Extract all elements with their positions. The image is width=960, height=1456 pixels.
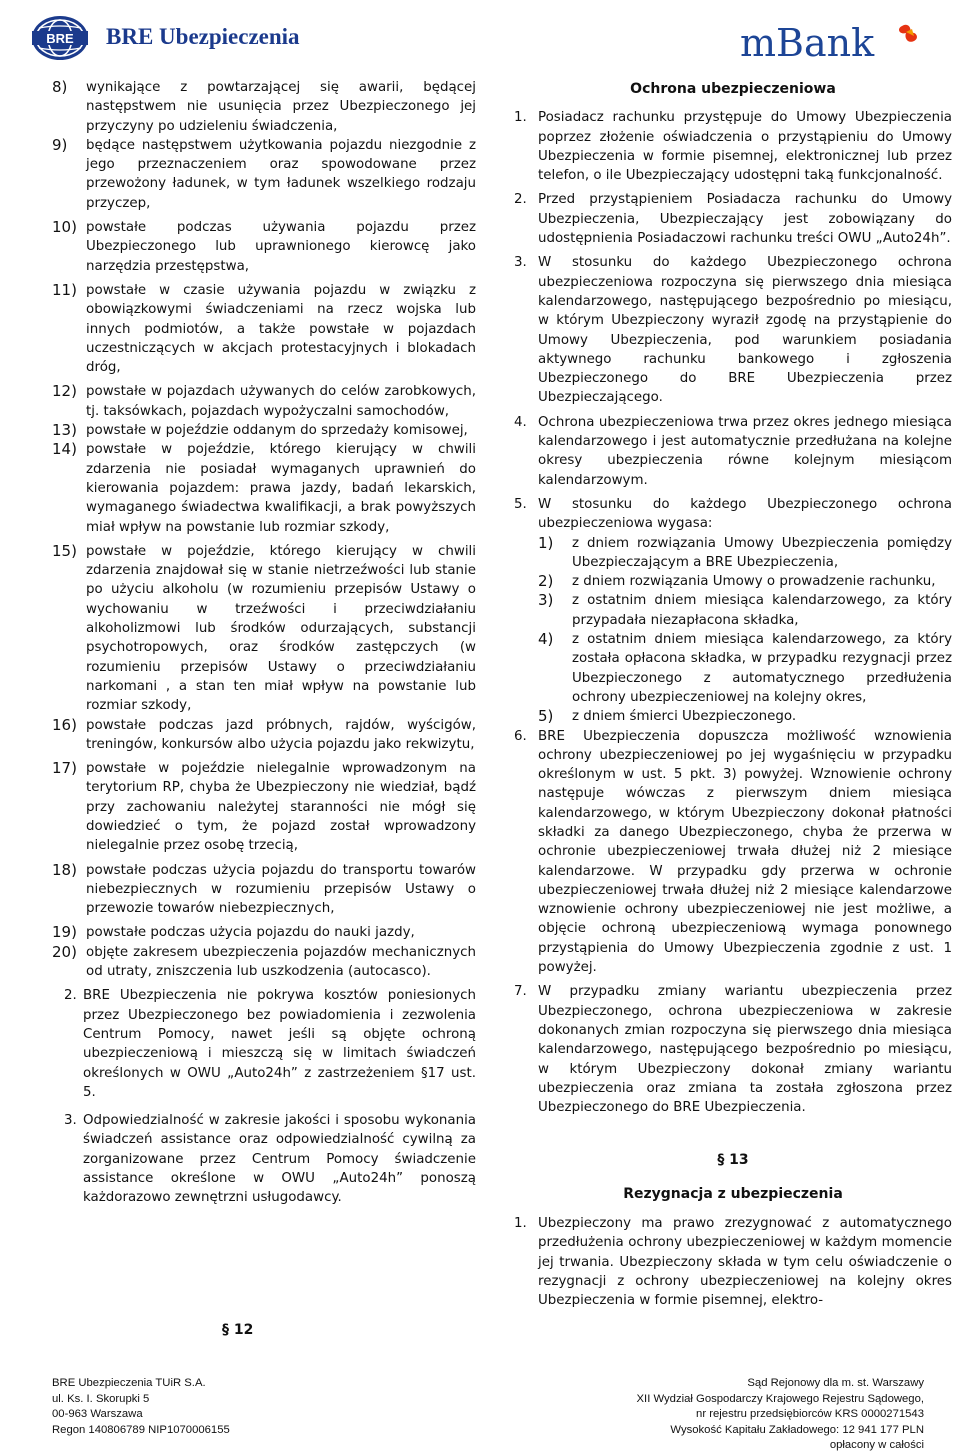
paragraph-item: 4. Ochrona ubezpieczeniowa trwa przez okres jednego miesiąca kalendarzowego i jest automatycznie przedłużana na kolejne okresy ubezpieczenia równe kolejnym miesiącom kalendarzowym. — [514, 414, 952, 488]
section-number: § 13 — [717, 1152, 749, 1169]
svg-text:BRE: BRE — [46, 31, 74, 46]
paragraph-item: 5. W stosunku do każdego Ubezpieczonego ochrona ubezpieczeniowa wygasa: — [514, 496, 952, 532]
list-item: 2) z dniem rozwiązania Umowy o prowadzenie rachunku, — [538, 572, 936, 591]
footer-line: opłacony w całości — [829, 1439, 924, 1452]
list-item: 9) będące następstwem użytkowania pojazdu niezgodnie z jego przeznaczeniem oraz spowodowane przez przewożony ładunek, w tym ładunek wszelkiego rodzaju przyczep, — [52, 135, 476, 211]
list-item: 12) powstałe w pojazdach używanych do celów zarobkowych, tj. taksówkach, pojazdach wypożyczalni samochodów, — [52, 382, 476, 419]
list-item: 13) powstałe w pojeździe oddanym do sprzedaży komisowej, — [52, 421, 468, 440]
list-item: 18) powstałe podczas użycia pojazdu do transportu towarów niebezpiecznych w rozumieniu przepisów Ustawy o przewozie towarów niebezpiecznych, — [52, 860, 476, 917]
list-item: 19) powstałe podczas użycia pojazdu do nauki jazdy, — [52, 923, 415, 942]
footer-line: Regon 140806789 NIP1070006155 — [52, 1423, 230, 1436]
footer-line: Wysokość Kapitału Zakładowego: 12 941 177 PLN — [670, 1423, 924, 1436]
footer-line: ul. Ks. I. Skorupki 5 — [52, 1392, 150, 1405]
list-item: 15) powstałe w pojeździe, którego kierujący w chwili zdarzenia znajdował się w stanie nietrzeźwości lub stanie po użyciu alkoholu (w rozumieniu przepisów Ustawy o wychowaniu w trzeźwości i przeciwdziałaniu alkoholizmowi lub środków odurzających, substancji psychotropowych, oraz środków zastępczych (w rozumieniu przepisów Ustawy o przeciwdziałaniu narkomani , a stan ten miał wpływ na powstanie lub rozmiar szkody, — [52, 541, 476, 714]
paragraph-item: 7. W przypadku zmiany wariantu ubezpieczenia przez Ubezpieczonego, ochrona ubezpieczeniowa w zakresie dokonanych zmian rozpoczyna się pierwszego dnia miesiąca kalendarzowego, następującego bezpośrednio po miesiącu, w którym Ubezpieczony dokonał zmiany wariantu ubezpieczenia oraz zmiana ta została zgłoszona przez Ubezpieczonego do BRE Ubezpieczenia. — [514, 984, 952, 1116]
paragraph-item: 2. BRE Ubezpieczenia nie pokrywa kosztów poniesionych przez Ubezpieczonego bez powiadomienia i zezwolenia Centrum Pomocy, nawet jeśli są objęte ochroną ubezpieczeniową i mieszczą się w limitach świadczeń określonych w OWU „Auto24h” z zastrzeżeniem §17 ust. 5. — [64, 988, 476, 1100]
footer-registry-info — [560, 1376, 924, 1454]
section-heading: Ochrona ubezpieczeniowa — [630, 81, 836, 97]
list-item: 14) powstałe w pojeździe, którego kierujący w chwili zdarzenia nie posiadał wymaganych uprawnień do kierowania pojazdem: prawa jazdy, badań lekarskich, wymaganego świadectwa kwalifikacji, a brak powyższych miał wpływ na powstanie lub rozmiar szkody, — [52, 440, 476, 535]
paragraph-item: 1. Posiadacz rachunku przystępuje do Umowy Ubezpieczenia poprzez złożenie oświadczenia o przystąpieniu do Umowy Ubezpieczenia w formie pisemnej, elektronicznej lub przez telefon, o ile Ubezpieczający udostępni taką funkcjonalność. — [514, 110, 952, 184]
list-item: 10) powstałe podczas używania pojazdu przez Ubezpieczonego lub uprawnionego kierowcę jako narzędzia przestępstwa, — [52, 218, 476, 274]
paragraph-item: 6. BRE Ubezpieczenia dopuszcza możliwość wznowienia ochrony ubezpieczeniowej po jej wygaśnięciu w przypadku określonym w ust. 5 pkt. 3) powyżej. Wznowienie ochrony następuje wówczas z pierwszym dniem miesiąca kalendarzowego, w którym Ubezpieczony dokonał płatności składki za danego Ubezpieczonego, chyba że przerwa w ochronie ubezpieczeniowej trwała dłużej niż 2 miesiące kalendarzowe. W przypadku gdy przerwa w ochronie ubezpieczeniowej trwała dłużej niż 2 miesiące kalendarzowe wznowienie ochrony ubezpieczeniowej nie jest możliwe, a objęcie ochroną ubezpieczeniową wymaga ponownego przystąpienia do Umowy Ubezpieczenia zgodnie z ust. 1 powyżej. — [514, 728, 952, 976]
mbank-logo-icon — [736, 18, 936, 68]
list-item: 3) z ostatnim dniem miesiąca kalendarzowego, za który przypadała niezapłacona składka, — [538, 591, 952, 628]
paragraph-item: 3. W stosunku do każdego Ubezpieczonego ochrona ubezpieczeniowa rozpoczyna się pierwszego dnia miesiąca kalendarzowego, następującego bezpośrednio po miesiącu, w którym Ubezpieczony wyraził zgodę na przystąpienie do Umowy Ubezpieczenia, pod warunkiem posiadania aktywnego rachunku bankowego i zgłoszenia Ubezpieczonego do BRE Ubezpieczenia przez Ubezpieczającego. — [514, 255, 952, 406]
footer-line: nr rejestru przedsiębiorców KRS 0000271543 — [696, 1408, 924, 1421]
list-item: 1) z dniem rozwiązania Umowy Ubezpieczenia pomiędzy Ubezpieczającym a BRE Ubezpieczenia, — [538, 533, 952, 570]
svg-text:mBank: mBank — [740, 21, 875, 65]
section-title: Rezygnacja z ubezpieczenia — [623, 1185, 843, 1202]
list-item: 5) z dniem śmierci Ubezpieczonego. — [538, 707, 797, 726]
left-column — [52, 78, 476, 1208]
paragraph-item: 2. Przed przystąpieniem Posiadacza rachunku do Umowy Ubezpieczenia, Ubezpieczający jest zobowiązany do udostępnienia Posiadaczowi rachunku treści OWU „Auto24h”. — [514, 192, 952, 247]
list-item: 16) powstałe podczas jazd próbnych, rajdów, wyścigów, treningów, konkursów albo użycia pojazdu jako rekwizytu, — [52, 715, 476, 752]
list-item: 17) powstałe w pojeździe nielegalnie wprowadzonym na terytorium RP, chyba że Ubezpieczony nie wiedział, bądź przy zachowaniu należytej staranności nie mógł się dowiedzieć o tym, że pojazd został wprowadzony nielegalnie przez osobę trzecią, — [52, 759, 476, 854]
list-item: 4) z ostatnim dniem miesiąca kalendarzowego, za który została opłacona składka, w przypadku rezygnacji przez Ubezpieczonego z automatycznego przedłużenia ochrony ubezpieczeniowej na kolejny okres, — [538, 630, 952, 705]
list-item: 11) powstałe w czasie używania pojazdu w związku z obowiązkowymi świadczeniami na rzecz wojska lub innych podmiotów, a także powstałe w pojazdach uczestniczących w akcjach protestacyjnych i blokadach dróg, — [52, 280, 476, 376]
paragraph-item: 3. Odpowiedzialność w zakresie jakości i sposobu wykonania świadczeń assistance oraz odpowiedzialność cywilną za zorganizowane przez Centrum Pomocy świadczenie assistance określone w OWU „Auto24h” ponoszą każdorazowo zewnętrzni usługodawcy. — [64, 1113, 476, 1206]
footer-line: XII Wydział Gospodarczy Krajowego Rejestru Sądowego, — [636, 1392, 924, 1405]
bre-globe-logo-icon — [30, 14, 90, 62]
footer-line: 00-963 Warszawa — [52, 1408, 143, 1421]
page-header — [0, 0, 960, 70]
footer-line: Sąd Rejonowy dla m. st. Warszawy — [747, 1377, 924, 1389]
list-item: 8) wynikające z powtarzającej się awarii, będącej następstwem nie usunięcia przez Ubezpieczonego jej przyczyny po udzieleniu świadczenia, — [52, 78, 476, 134]
list-item: 20) objęte zakresem ubezpieczenia pojazdów mechanicznych od utraty, zniszczenia lub uszkodzenia (autocasco). — [52, 942, 476, 980]
footer-company-info — [52, 1376, 352, 1438]
paragraph-item: 1. Ubezpieczony ma prawo zrezygnować z automatycznego przedłużenia ochrony ubezpieczeniowej w każdym momencie jej trwania. Ubezpieczony składa w tym celu oświadczenie o rezygnacji z ochrony ubezpieczeniowej na kolejny okres Ubezpieczenia w formie pisemnej, elektro- — [514, 1216, 952, 1309]
footer-line: BRE Ubezpieczenia TUiR S.A. — [52, 1377, 206, 1389]
section-number: § 12 — [222, 1322, 254, 1338]
right-column — [514, 78, 952, 1311]
bre-brand-name: BRE Ubezpieczenia — [106, 24, 300, 49]
